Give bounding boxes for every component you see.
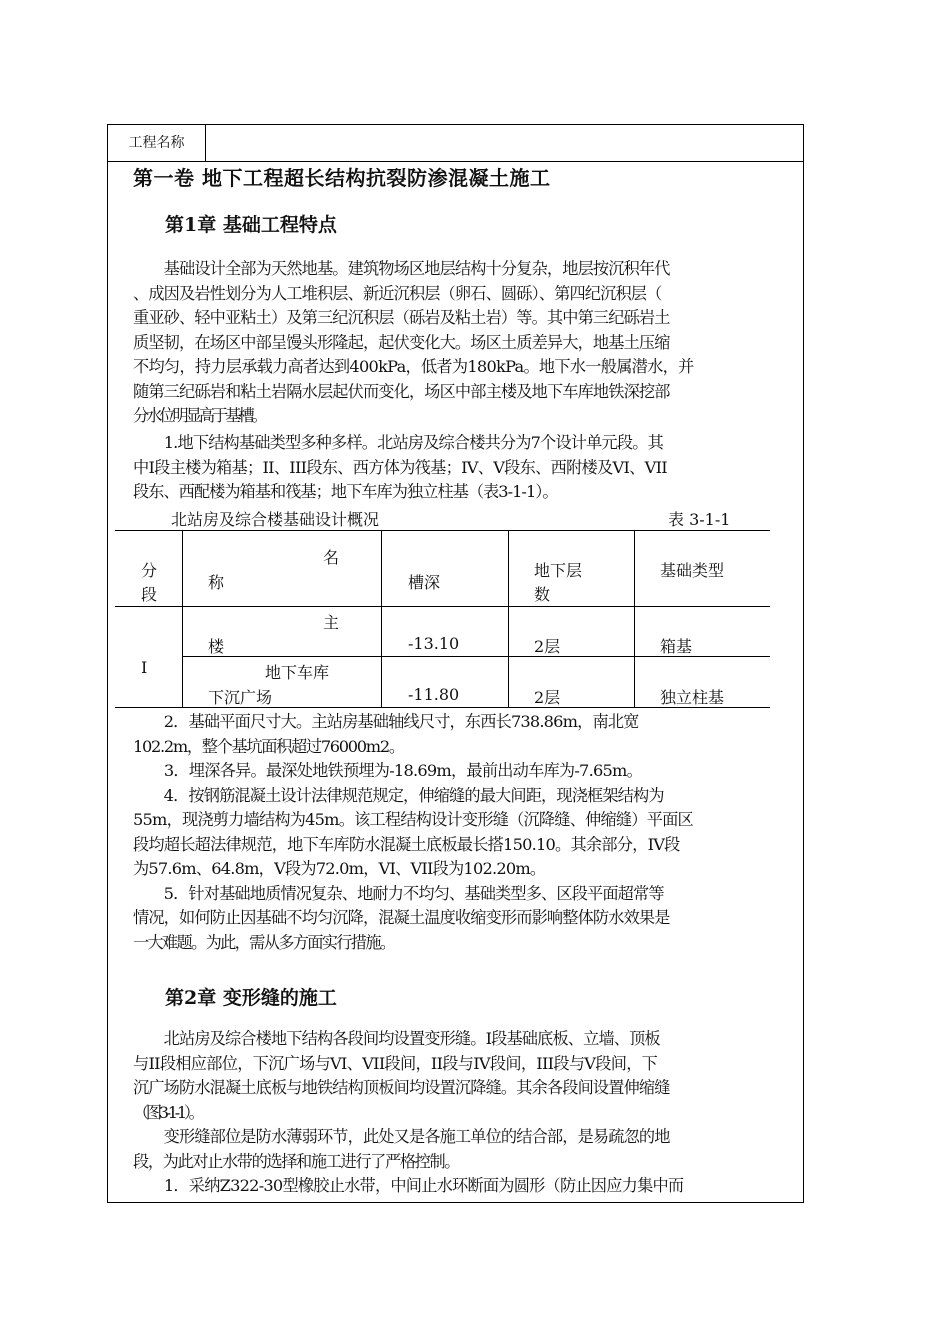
chapter1-title: 第1章 基础工程特点 <box>165 214 337 236</box>
text-line: 基础设计全部为天然地基。建筑物场区地层结构十分复杂，地层按沉积年代 <box>133 259 670 278</box>
text-line: 质坚韧，在场区中部呈馒头形隆起，起伏变化大。场区土质差异大，地基土压缩 <box>133 332 670 352</box>
table-rule <box>508 530 509 707</box>
text-line: 4．按钢筋混凝土设计法律规范规定，伸缩缝的最大间距，现浇框架结构为 <box>133 785 664 805</box>
header-floors-1: 地下层 <box>534 561 583 580</box>
project-name-label: 工程名称 <box>108 125 206 161</box>
text-line: 3．埋深各异。最深处地铁预埋为-18.69m，最前出动车库为-7.65m。 <box>133 761 643 780</box>
text-line: 重亚砂、轻中亚粘土）及第三纪沉积层（砾岩及粘土岩）等。其中第三纪砾岩土 <box>133 308 670 327</box>
foundation-table <box>115 530 770 708</box>
text-line: （图3-1-1）。 <box>133 1102 202 1122</box>
text-line: 2．基础平面尺寸大。主站房基础轴线尺寸，东西长738.86m，南北宽 <box>133 712 639 731</box>
header-segment-2: 段 <box>141 585 158 604</box>
table-caption: 北站房及综合楼基础设计概况 <box>171 510 380 529</box>
table-number: 表 3-1-1 <box>668 510 731 529</box>
table-rule <box>182 530 183 707</box>
table-rule <box>115 530 770 531</box>
row1-floors: 2层 <box>534 637 561 656</box>
text-line: 为57.6m、64.8m，V段为72.0m，VI、VII段为102.20m。 <box>133 859 546 878</box>
text-line: 段，为此对止水带的选择和施工进行了严格控制。 <box>133 1151 460 1171</box>
table-rule <box>634 530 635 707</box>
header-segment-1: 分 <box>141 561 158 580</box>
row1-depth: -13.10 <box>408 634 460 653</box>
text-line: 、成因及岩性划分为人工堆积层、新近沉积层（卵石、圆砾）、第四纪沉积层（ <box>133 283 662 303</box>
chapter1-items-2-5 <box>133 710 830 955</box>
text-line: 段均超长超法律规范，地下车库防水混凝土底板最长搭150.10。其余部分，IV段 <box>133 834 680 854</box>
text-line: 1．采纳Z322-30型橡胶止水带，中间止水环断面为圆形（防止因应力集中而 <box>133 1176 684 1195</box>
table-rule <box>381 530 382 707</box>
text-line: 情况，如何防止因基础不均匀沉降，混凝土温度收缩变形而影响整体防水效果是 <box>133 908 670 927</box>
header-depth: 槽深 <box>408 573 441 592</box>
chapter1-intro <box>133 257 830 429</box>
header-type: 基础类型 <box>660 561 725 580</box>
text-line: 中I段主楼为箱基；II、III段东、西方体为筏基；IV、V段东、西附楼及VI、VII <box>133 457 667 477</box>
row2-floors: 2层 <box>534 688 561 707</box>
volume-title: 第一卷 地下工程超长结构抗裂防渗混凝土施工 <box>133 166 551 190</box>
header-name-2: 称 <box>208 573 225 592</box>
text-line: 段东、西配楼为箱基和筏基；地下车库为独立柱基（表3-1-1）。 <box>133 482 558 501</box>
text-line: 1.地下结构基础类型多种多样。北站房及综合楼共分为7个设计单元段。其 <box>133 433 663 452</box>
row1-name-b: 楼 <box>208 637 225 656</box>
row2-type: 独立柱基 <box>660 688 725 707</box>
row1-type: 箱基 <box>660 637 693 656</box>
text-line: 102.2m，整个基坑面积超过76000m2。 <box>133 736 404 756</box>
row2-name-a: 地下车库 <box>265 663 330 682</box>
header-name-1: 名 <box>323 548 340 567</box>
text-line: 5．针对基础地质情况复杂、地耐力不均匀、基础类型多、区段平面超常等 <box>133 883 664 903</box>
text-line: 不均匀，持力层承载力高者达到400kPa，低者为180kPa。地下水一般属潜水，并 <box>133 357 694 376</box>
row2-name-b: 下沉广场 <box>208 688 273 707</box>
row2-depth: -11.80 <box>408 685 460 704</box>
text-line: 55m，现浇剪力墙结构为45m。该工程结构设计变形缝（沉降缝、伸缩缝）平面区 <box>133 810 693 829</box>
text-line: 一大难题。为此，需从多方面实行措施。 <box>133 932 395 952</box>
text-line: 北站房及综合楼地下结构各段间均设置变形缝。I段基础底板、立墙、顶板 <box>133 1029 660 1048</box>
text-line: 分水位明显高于基槽。 <box>133 406 265 425</box>
header-floors-2: 数 <box>534 585 551 604</box>
segment-value: I <box>141 658 148 677</box>
text-line: 沉广场防水混凝土底板与地铁结构顶板间均设置沉降缝。其余各段间设置伸缩缝 <box>133 1078 670 1097</box>
chapter1-item1 <box>133 431 830 505</box>
text-line: 变形缝部位是防水薄弱环节，此处又是各施工单位的结合部，是易疏忽的地 <box>133 1127 670 1146</box>
text-line: 与II段相应部位，下沉广场与VI、VII段间，II段与IV段间，III段与V段间，下 <box>133 1053 658 1073</box>
table-rule <box>115 606 770 607</box>
project-name-row <box>108 125 803 162</box>
row1-name-a: 主 <box>323 613 340 632</box>
text-line: 随第三纪砾岩和粘土岩隔水层起伏而变化，场区中部主楼及地下车库地铁深挖部 <box>133 381 670 401</box>
chapter2-title: 第2章 变形缝的施工 <box>165 987 337 1009</box>
chapter2-body <box>133 1027 830 1199</box>
